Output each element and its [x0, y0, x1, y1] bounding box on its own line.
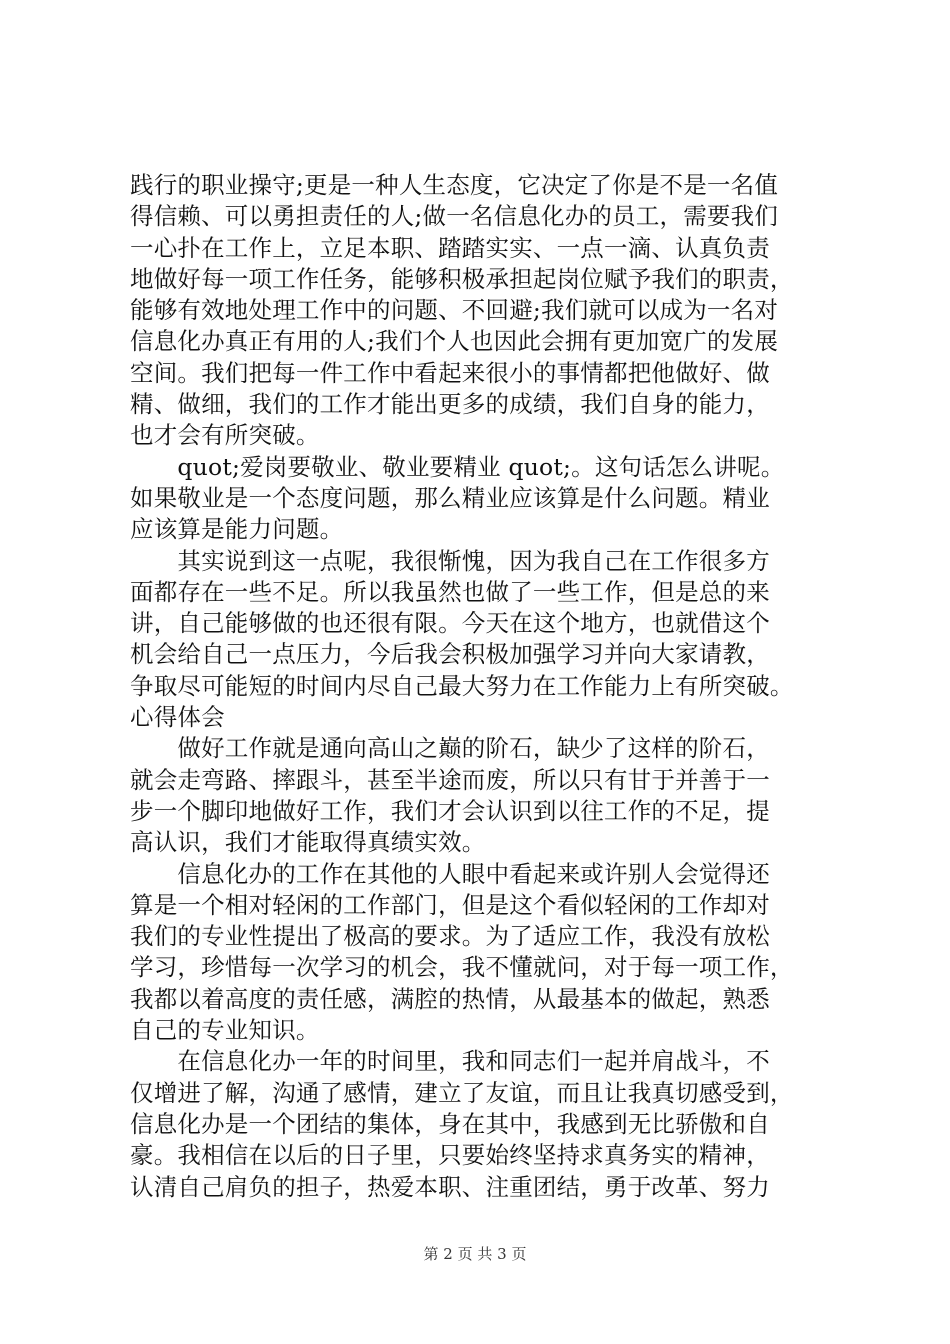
- text-line: 一心扑在工作上，立足本职、踏踏实实、一点一滴、认真负责: [130, 233, 770, 262]
- text-line: 信息化办是一个团结的集体，身在其中，我感到无比骄傲和自: [130, 1109, 770, 1138]
- text-line: 算是一个相对轻闲的工作部门，但是这个看似轻闲的工作却对: [130, 890, 770, 919]
- text-line: 步一个脚印地做好工作，我们才会认识到以往工作的不足，提: [130, 796, 770, 825]
- text-line: 信息化办真正有用的人;我们个人也因此会拥有更加宽广的发展: [130, 327, 779, 356]
- text-line: 践行的职业操守;更是一种人生态度，它决定了你是不是一名值: [130, 171, 779, 199]
- page-footer: [0, 1243, 950, 1264]
- text-line: 我们的专业性提出了极高的要求。为了适应工作，我没有放松: [130, 922, 770, 951]
- text-line: 认清自己肩负的担子，热爱本职、注重团结，勇于改革、努力: [130, 1172, 770, 1201]
- text-line: 高认识，我们才能取得真绩实效。: [130, 828, 486, 857]
- text-line: 能够有效地处理工作中的问题、不回避;我们就可以成为一名对: [130, 296, 779, 325]
- text-line: 自己的专业知识。: [130, 1016, 320, 1045]
- text-line: 豪。我相信在以后的日子里，只要始终坚持求真务实的精神，: [130, 1141, 770, 1170]
- text-line: 地做好每一项工作任务，能够积极承担起岗位赋予我们的职责，: [130, 264, 794, 293]
- text-line: 信息化办的工作在其他的人眼中看起来或许别人会觉得还: [130, 859, 770, 888]
- text-line: 做好工作就是通向高山之巅的阶石，缺少了这样的阶石，: [130, 734, 770, 763]
- body-text: [130, 170, 835, 1203]
- text-line: 应该算是能力问题。: [130, 515, 344, 544]
- text-line: 面都存在一些不足。所以我虽然也做了一些工作，但是总的来: [130, 577, 770, 606]
- text-line: 学习，珍惜每一次学习的机会，我不懂就问，对于每一项工作，: [130, 953, 794, 982]
- text-line: 得信赖、可以勇担责任的人;做一名信息化办的员工，需要我们: [130, 202, 779, 231]
- page-number-label: 第 2 页 共 3 页: [423, 1245, 527, 1263]
- text-line: 精、做细，我们的工作才能出更多的成绩，我们自身的能力，: [130, 390, 770, 419]
- text-line: quot;爱岗要敬业、敬业要精业 quot;。这句话怎么讲呢。: [130, 452, 785, 481]
- text-line: 我都以着高度的责任感，满腔的热情，从最基本的做起，熟悉: [130, 984, 770, 1013]
- text-line: 其实说到这一点呢，我很惭愧，因为我自己在工作很多方: [130, 546, 770, 575]
- text-line: 也才会有所突破。: [130, 421, 320, 450]
- text-line: 仅增进了解，沟通了感情，建立了友谊，而且让我真切感受到，: [130, 1078, 794, 1107]
- text-line: 机会给自己一点压力，今后我会积极加强学习并向大家请教，: [130, 640, 770, 669]
- text-line: 讲，自己能够做的也还很有限。今天在这个地方，也就借这个: [130, 609, 770, 638]
- text-line: 如果敬业是一个态度问题，那么精业应该算是什么问题。精业: [130, 483, 770, 512]
- text-line: 在信息化办一年的时间里，我和同志们一起并肩战斗，不: [130, 1047, 770, 1076]
- text-line: 就会走弯路、摔跟斗，甚至半途而废，所以只有甘于并善于一: [130, 765, 770, 794]
- section-heading: 心得体会: [130, 703, 225, 732]
- text-line: 争取尽可能短的时间内尽自己最大努力在工作能力上有所突破。: [130, 671, 794, 700]
- text-line: 空间。我们把每一件工作中看起来很小的事情都把他做好、做: [130, 358, 770, 387]
